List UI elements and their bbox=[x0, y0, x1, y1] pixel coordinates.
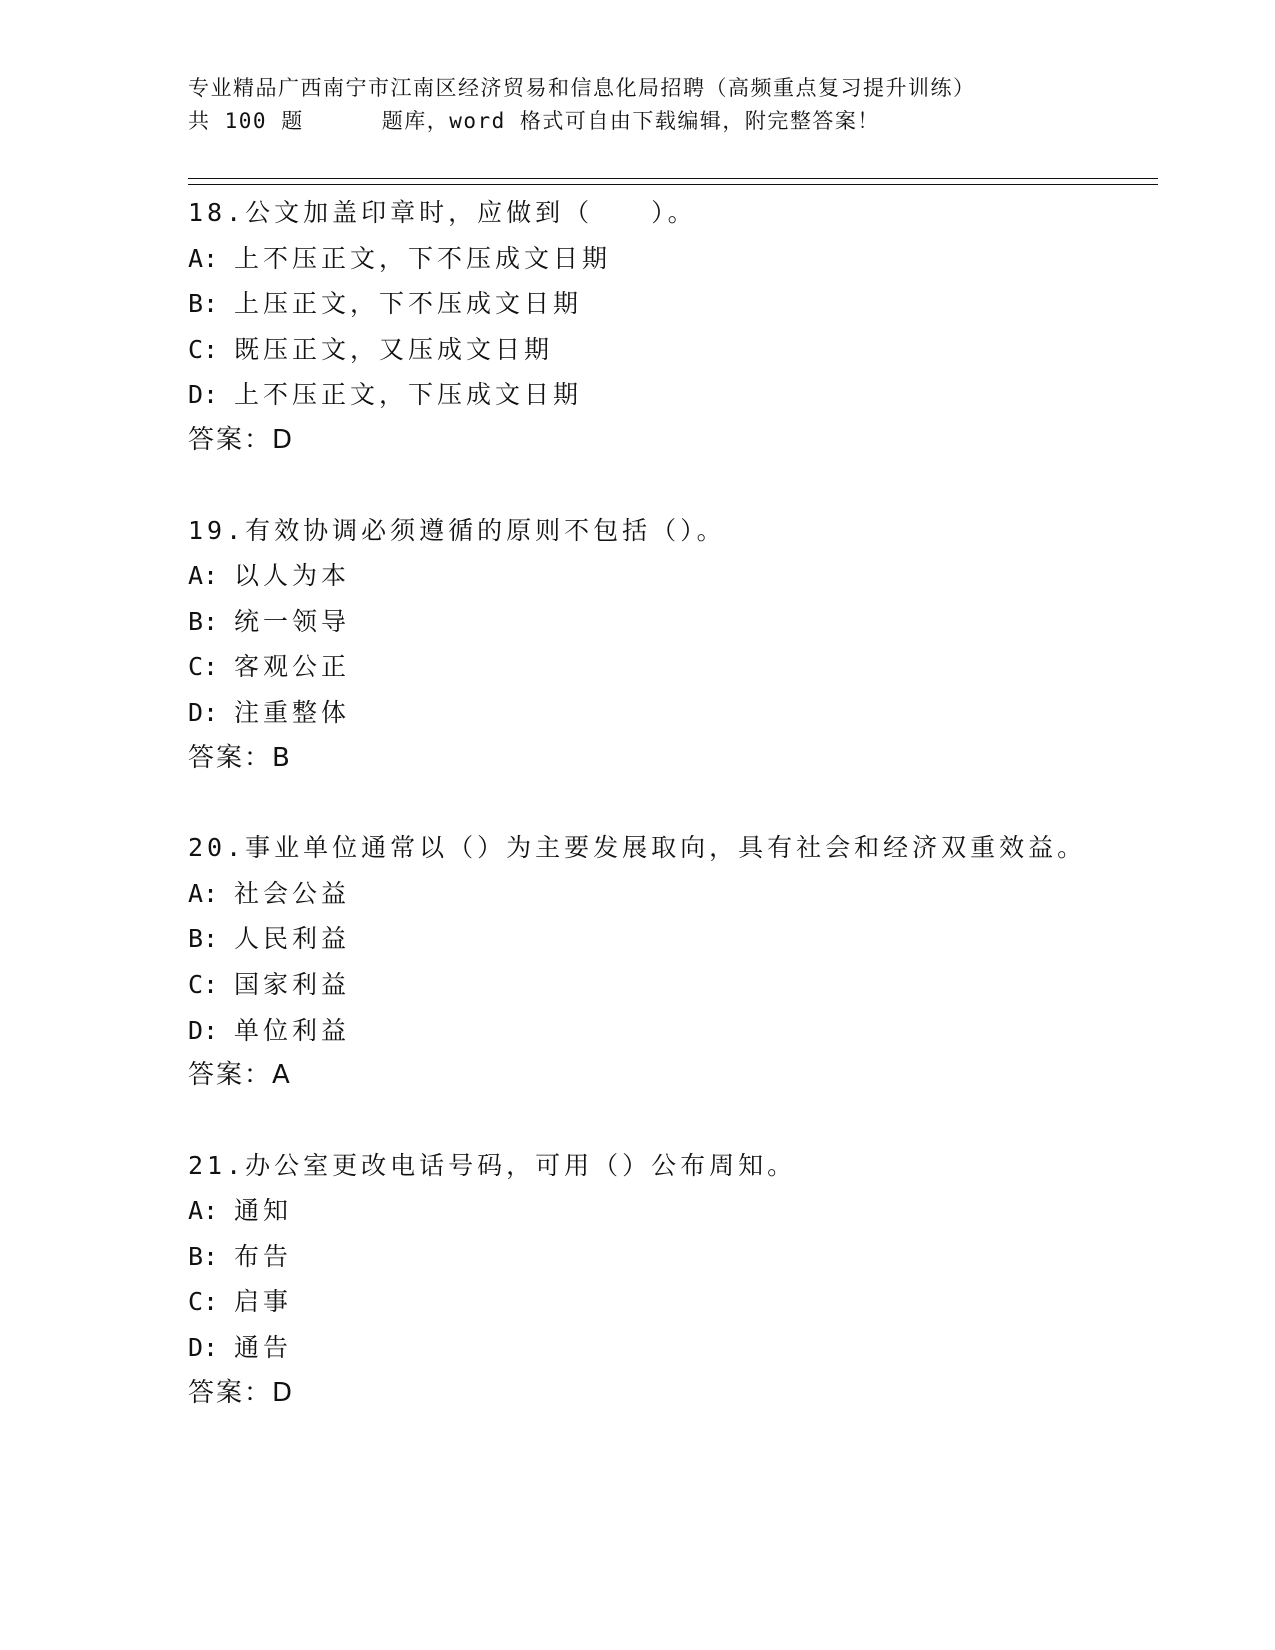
option-letter: C: bbox=[188, 969, 219, 999]
option-b bbox=[188, 599, 1158, 645]
option-letter: C: bbox=[188, 652, 219, 682]
option-c bbox=[188, 327, 1158, 373]
option-d bbox=[188, 372, 1158, 418]
option-letter: C: bbox=[188, 1287, 219, 1317]
question-stem: 20.事业单位通常以（）为主要发展取向，具有社会和经济双重效益。 bbox=[188, 833, 1087, 863]
option-d bbox=[188, 1325, 1158, 1371]
option-letter: D: bbox=[188, 1015, 219, 1045]
question-item bbox=[188, 825, 1158, 1099]
option-letter: C: bbox=[188, 334, 219, 364]
option-text: 上不压正文，下不压成文日期 bbox=[234, 243, 612, 273]
option-c bbox=[188, 1279, 1158, 1325]
answer-line: 答案：A bbox=[188, 1060, 292, 1091]
option-a bbox=[188, 236, 1158, 282]
option-text: 上压正文，下不压成文日期 bbox=[234, 289, 583, 319]
header-divider-top bbox=[188, 178, 1158, 179]
option-letter: D: bbox=[188, 380, 219, 410]
option-letter: A: bbox=[188, 243, 219, 273]
question-stem: 21.办公室更改电话号码，可用（）公布周知。 bbox=[188, 1150, 797, 1180]
option-letter: B: bbox=[188, 606, 219, 636]
answer-line: 答案：D bbox=[188, 1377, 295, 1408]
option-a bbox=[188, 871, 1158, 917]
option-letter: A: bbox=[188, 561, 219, 591]
option-text: 社会公益 bbox=[234, 878, 351, 908]
option-text: 以人为本 bbox=[234, 561, 351, 591]
header-subtitle bbox=[188, 105, 1158, 138]
option-text: 布告 bbox=[234, 1241, 293, 1271]
option-c bbox=[188, 962, 1158, 1008]
option-letter: B: bbox=[188, 1241, 219, 1271]
option-text: 单位利益 bbox=[234, 1015, 351, 1045]
option-text: 既压正文，又压成文日期 bbox=[234, 334, 554, 364]
option-letter: A: bbox=[188, 878, 219, 908]
option-letter: D: bbox=[188, 697, 219, 727]
option-text: 人民利益 bbox=[234, 924, 351, 954]
option-letter: B: bbox=[188, 289, 219, 319]
option-b bbox=[188, 1234, 1158, 1280]
question-item bbox=[188, 1143, 1158, 1417]
answer-line: 答案：D bbox=[188, 424, 295, 455]
option-letter: D: bbox=[188, 1333, 219, 1363]
option-a bbox=[188, 1188, 1158, 1234]
question-item bbox=[188, 508, 1158, 782]
option-d bbox=[188, 690, 1158, 736]
answer-line: 答案：B bbox=[188, 742, 292, 773]
option-letter: A: bbox=[188, 1196, 219, 1226]
option-text: 客观公正 bbox=[234, 652, 351, 682]
question-list bbox=[188, 190, 1158, 1460]
document-header bbox=[188, 72, 1158, 138]
option-text: 通知 bbox=[234, 1196, 293, 1226]
header-divider-bottom bbox=[188, 184, 1158, 185]
header-question-count: 共 100 题 bbox=[188, 109, 304, 133]
option-letter: B: bbox=[188, 924, 219, 954]
option-text: 通告 bbox=[234, 1333, 293, 1363]
option-text: 统一领导 bbox=[234, 606, 351, 636]
question-item bbox=[188, 190, 1158, 464]
question-stem: 18.公文加盖印章时，应做到（ ）。 bbox=[188, 198, 697, 227]
option-b bbox=[188, 916, 1158, 962]
option-text: 注重整体 bbox=[234, 697, 351, 727]
option-d bbox=[188, 1008, 1158, 1054]
header-format-note: 题库，word 格式可自由下载编辑，附完整答案！ bbox=[381, 109, 880, 133]
option-text: 国家利益 bbox=[234, 969, 351, 999]
question-stem: 19.有效协调必须遵循的原则不包括（）。 bbox=[188, 515, 726, 545]
option-text: 上不压正文，下压成文日期 bbox=[234, 380, 583, 410]
option-a bbox=[188, 553, 1158, 599]
header-title: 专业精品广西南宁市江南区经济贸易和信息化局招聘（高频重点复习提升训练） bbox=[188, 76, 976, 100]
option-c bbox=[188, 644, 1158, 690]
option-b bbox=[188, 281, 1158, 327]
option-text: 启事 bbox=[234, 1287, 293, 1317]
